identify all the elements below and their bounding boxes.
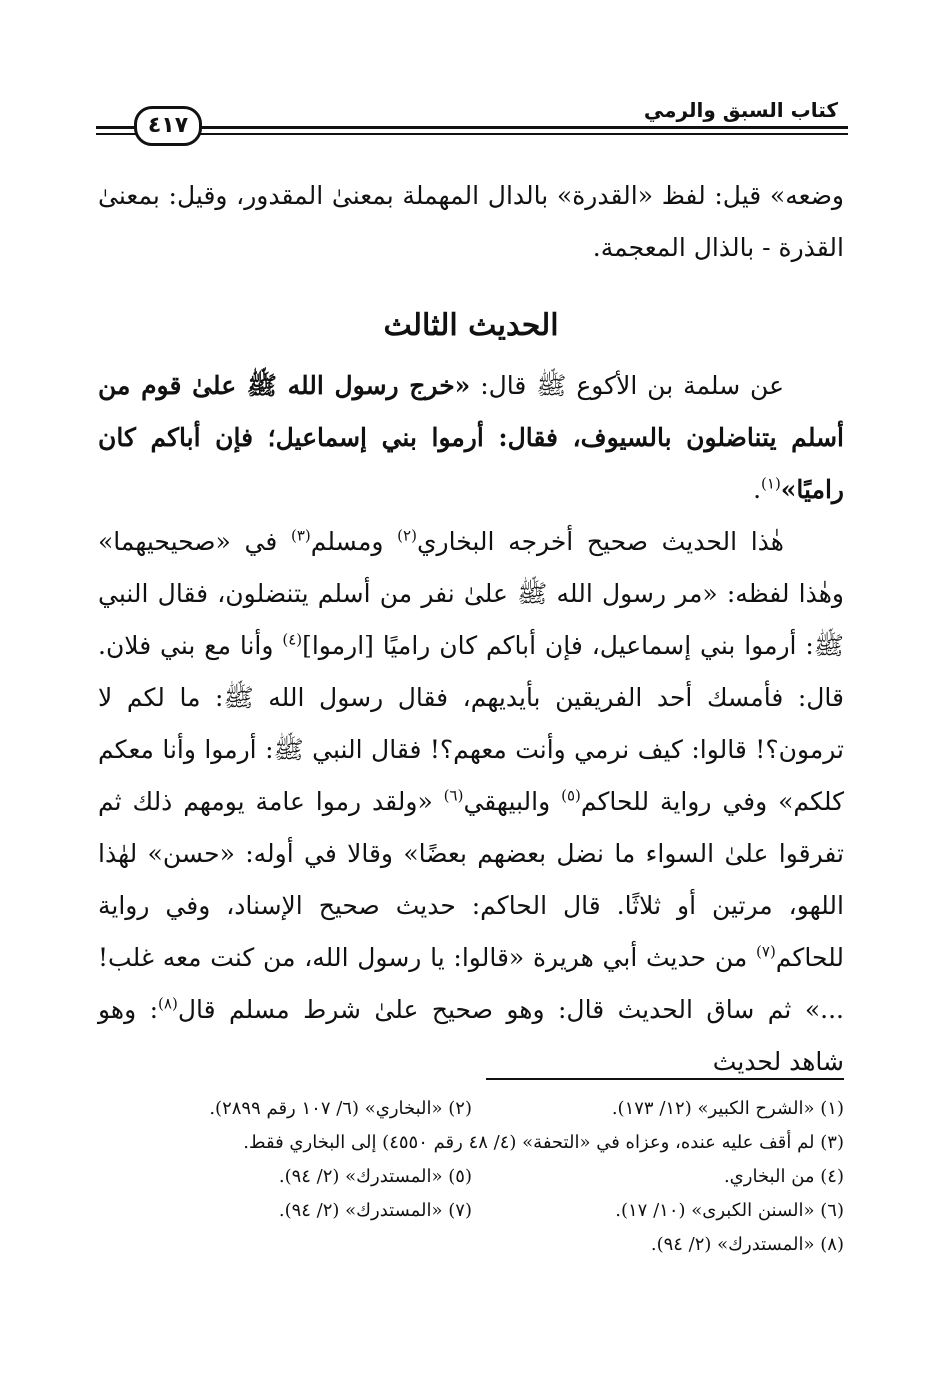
commentary-text: «ولقد رموا عامة يومهم ذلك ثم تفرقوا علىٰ السواء ما نضل بعضهم بعضًا» وقالا في أوله: «حسن» لهٰذا اللهو، مرتين أو ثلاثًا. قال الحاكم: حديث صحيح الإسناد، وفي رواية للحاكم bbox=[98, 787, 844, 972]
footnote-ref-6: (٦) bbox=[443, 786, 464, 805]
commentary-text: : وهو شاهد لحديث bbox=[98, 995, 844, 1076]
page-header bbox=[96, 96, 848, 148]
commentary-text: من حديث أبي هريرة «قالوا: يا رسول الله، من كنت معه غلب! ...» ثم ساق الحديث قال: وهو صحيح علىٰ شرط مسلم قال bbox=[98, 943, 844, 1024]
footnote-ref-2: (٢) bbox=[397, 526, 417, 545]
hadith-narrator: عن سلمة بن الأكوع ﷺ قال: bbox=[470, 371, 784, 400]
footnote-ref-7: (٧) bbox=[756, 942, 776, 961]
header-rule-thick bbox=[96, 126, 848, 129]
footnote-ref-3: (٣) bbox=[290, 526, 311, 545]
footnote-2: (٢) «البخاري» (٦/ ١٠٧ رقم ٢٨٩٩). bbox=[209, 1098, 472, 1119]
commentary-paragraph bbox=[98, 516, 844, 1088]
header-rule-thin bbox=[96, 133, 848, 135]
footnote-ref-1: (١) bbox=[761, 474, 781, 493]
section-heading: الحديث الثالث bbox=[383, 308, 559, 343]
footnote-3: (٣) لم أقف عليه عنده، وعزاه في «التحفة» (٤/ ٤٨ رقم ٤٥٥٠) إلى البخاري فقط. bbox=[243, 1132, 844, 1153]
footnote-row bbox=[98, 1194, 844, 1228]
commentary-text: والبيهقي bbox=[463, 787, 562, 816]
footnote-ref-4: (٤) bbox=[282, 630, 303, 649]
page-number: ٤١٧ bbox=[134, 106, 202, 146]
book-title: كتاب السبق والرمي bbox=[638, 98, 844, 122]
hadith-paragraph bbox=[98, 360, 844, 516]
footnote-row bbox=[98, 1126, 844, 1160]
main-text bbox=[98, 170, 844, 1088]
commentary-text: هٰذا الحديث صحيح أخرجه البخاري bbox=[416, 527, 784, 556]
commentary-text: وأنا مع بني فلان. قال: فأمسك أحد الفريقين بأيديهم، فقال رسول الله ﷺ: ما لكم لا ترمون؟! قالوا: كيف نرمي وأنت معهم؟! فقال النبي ﷺ: أرموا وأنا معكم كلكم» وفي رواية للحاكم bbox=[98, 631, 845, 816]
footnote-7: (٧) «المستدرك» (٢/ ٩٤). bbox=[278, 1200, 472, 1221]
footnote-row bbox=[98, 1160, 844, 1194]
footnote-8: (٨) «المستدرك» (٢/ ٩٤). bbox=[650, 1234, 844, 1255]
footnote-separator bbox=[486, 1078, 844, 1080]
hadith-text: «خرج رسول الله ﷺ علىٰ قوم من أسلم يتناضلون بالسيوف، فقال: أرموا بني إسماعيل؛ فإن أباكم كان راميًا» bbox=[98, 371, 844, 504]
footnotes bbox=[98, 1092, 844, 1262]
footnote-4: (٤) من البخاري. bbox=[723, 1166, 844, 1187]
intro-paragraph: وضعه» قيل: لفظ «القدرة» بالدال المهملة بمعنىٰ المقدور، وقيل: بمعنىٰ القذرة - بالذال المعجمة. bbox=[98, 181, 844, 262]
footnote-6: (٦) «السنن الكبرى» (١٠/ ١٧). bbox=[615, 1200, 844, 1221]
commentary-text: في «صحيحيهما» وهٰذا لفظه: «مر رسول الله ﷺ علىٰ نفر من أسلم يتنضلون، فقال النبي ﷺ: أرموا بني إسماعيل، فإن أباكم كان راميًا [ارموا] bbox=[98, 527, 845, 660]
footnote-5: (٥) «المستدرك» (٢/ ٩٤). bbox=[278, 1166, 472, 1187]
footnote-row bbox=[98, 1228, 844, 1262]
footnote-ref-5: (٥) bbox=[561, 786, 581, 805]
footnote-row bbox=[98, 1092, 844, 1126]
footnote-ref-8: (٨) bbox=[158, 994, 178, 1013]
footnote-1: (١) «الشرح الكبير» (١٢/ ١٧٣). bbox=[611, 1098, 844, 1119]
hadith-end: . bbox=[753, 475, 762, 504]
commentary-text: ومسلم bbox=[310, 527, 398, 556]
